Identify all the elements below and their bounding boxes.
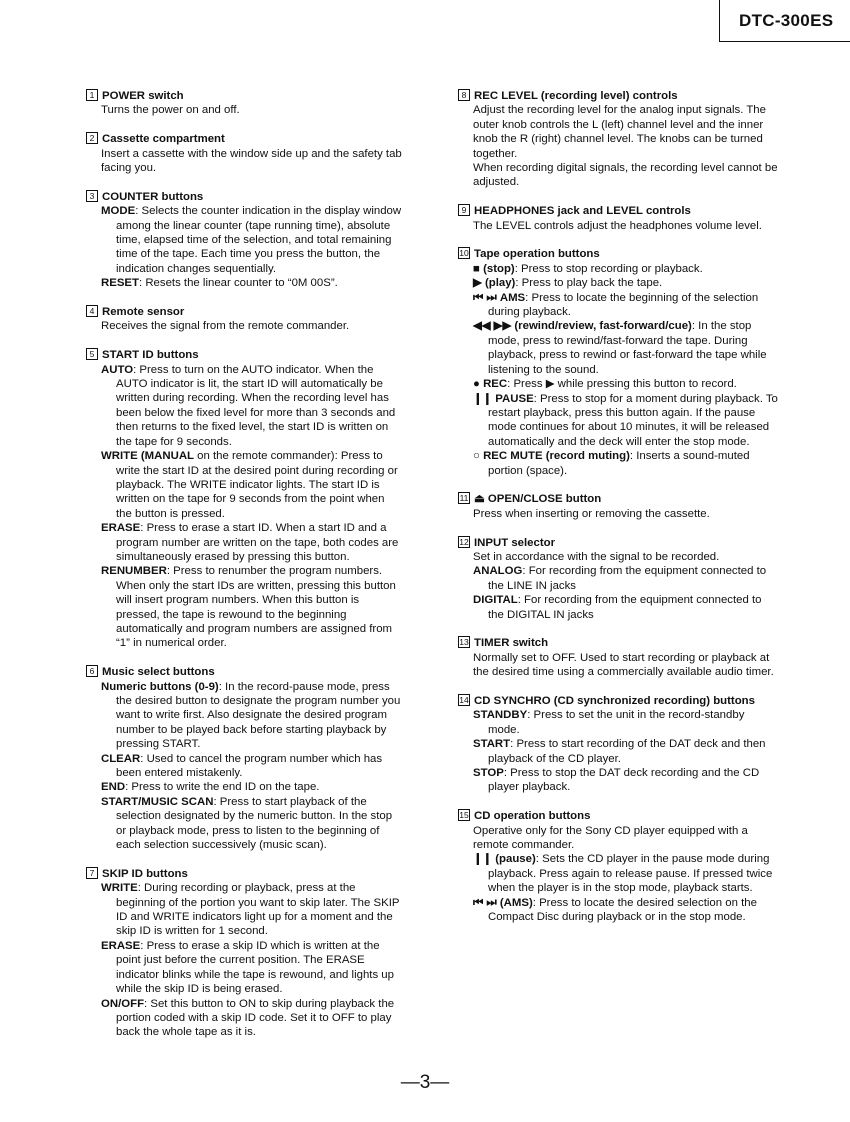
item-number-box: 15 [459,810,469,821]
control-term: REC MUTE (record muting) [483,450,630,463]
section-text: Operative only for the Sony CD player equipped with a remote commander. [473,824,748,852]
control-description: : Press to stop the DAT deck recording and the CD player playback. [488,767,760,794]
control-item [101,997,402,1040]
section-8 [458,89,778,190]
control-item [473,319,778,377]
page-number: —3— [400,1072,450,1093]
section-title: START ID buttons [102,349,199,362]
control-description: : Sets the CD player in the pause mode during playback. Press again to release pause. If pressed twice when the player is in the stop mode, playback starts. [488,853,773,895]
item-number-box: 7 [86,867,98,879]
control-item [101,521,402,564]
control-description: : For recording from the equipment connected to the LINE IN jacks [488,565,767,592]
control-term: (play) [484,277,516,290]
control-description: : Press to stop for a moment during playback. To restart playback, press this button again. If the pause mode continues for about 10 minutes, it will be released automatically and the deck will enter the stop mode. [488,392,778,448]
control-description: : Press ▶ while pressing this button to record. [507,378,737,391]
section-4 [86,305,402,334]
section-title: REC LEVEL (recording level) controls [474,90,678,102]
control-term: AMS [499,291,526,304]
control-term: REC [483,378,508,391]
item-number-box: 13 [459,637,469,648]
control-item [101,363,402,449]
control-item [101,780,402,794]
control-item [473,262,778,276]
item-number-box: 1 [86,89,98,101]
control-item [473,392,778,450]
control-item [101,881,402,939]
section-title: ⏏ OPEN/CLOSE button [474,493,602,506]
control-symbol-icon: ❙❙ [473,392,493,405]
section-title: TIMER switch [474,637,549,650]
control-term: ERASE [101,939,141,952]
control-symbol-icon: ● [473,378,480,391]
control-term: PAUSE [495,392,534,405]
section-title: POWER switch [102,90,184,102]
section-title: Remote sensor [102,306,185,319]
control-term: END [101,781,126,794]
control-item [101,795,402,853]
control-item [473,276,778,290]
control-item [473,593,778,622]
control-symbol-icon: ⏮ ⏭ [473,291,497,304]
control-item [473,708,778,737]
control-description: : Resets the linear counter to “0M 00S”. [138,277,338,290]
control-description: : Inserts a sound-muted portion (space). [488,450,750,477]
control-item [473,896,778,925]
section-11 [458,492,778,521]
section-6 [86,665,402,852]
item-number-box: 12 [459,536,469,547]
control-symbol-icon: ▶ [473,277,482,290]
item-number-box: 8 [458,89,470,101]
section-text: Insert a cassette with the window side up and the safety tab facing you. [101,147,402,175]
control-term: DIGITAL [473,594,518,607]
control-term: START [473,738,511,751]
section-title: Tape operation buttons [474,248,600,261]
left-column [86,89,402,1054]
section-title: CD operation buttons [474,810,591,823]
section-title: SKIP ID buttons [102,867,188,880]
control-description: : Press to renumber the program numbers. When only the start IDs are written, pressing this button will insert program numbers. When this button is pressed, the tape is rewound to the beginning automatically and program numbers are assigned from “1” in numerical order. [116,565,396,650]
control-term: ERASE [101,522,141,535]
control-term: START/MUSIC SCAN [101,795,214,808]
control-description: : For recording from the equipment connected to the DIGITAL IN jacks [488,594,762,621]
control-item [101,680,402,752]
control-term: STANDBY [473,709,528,722]
control-description: : Press to locate the desired selection on the Compact Disc during playback or in the stop mode. [488,896,757,924]
section-text: Set in accordance with the signal to be recorded. [473,550,720,563]
control-item [101,752,402,781]
control-term: WRITE (MANUAL [101,450,195,463]
control-term: (pause) [495,853,536,866]
section-title: COUNTER buttons [102,190,204,203]
control-item [473,564,778,593]
item-number-box: 14 [459,694,469,705]
section-text: Adjust the recording level for the analog input signals. The outer knob controls the L (left) channel level and the inner knob the R (right) channel level. The knobs can be turned together. [473,104,766,160]
control-term: (AMS) [499,896,533,909]
section-title: INPUT selector [474,536,556,549]
section-title: CD SYNCHRO (CD synchronized recording) buttons [474,694,755,707]
control-description: : Press to erase a start ID. When a start ID and a program number are written on the tape, both codes are simultaneously erased by pressing this button. [116,522,399,563]
control-description: : Selects the counter indication in the display window among the linear counter (tape running time), absolute time, elapsed time of the selection, and total remaining time of the tape. Each time you press the button, the indication changes sequentially. [116,205,402,275]
control-term: RENUMBER [101,565,167,578]
control-item [101,449,402,521]
section-text: Press when inserting or removing the cassette. [473,507,710,520]
control-description: : Used to cancel the program number which has been entered mistakenly. [116,752,383,780]
control-item [473,766,778,795]
control-item [473,377,778,391]
section-10 [458,247,778,478]
section-1 [86,89,402,118]
control-description: : Press to set the unit in the record-standby mode. [488,709,745,736]
control-term: (stop) [483,262,515,275]
control-term: MODE [101,205,136,218]
section-heading [86,132,402,146]
section-heading [458,247,778,261]
section-heading [458,694,778,708]
section-7 [86,867,402,1040]
control-description: : Press to play back the tape. [515,277,663,290]
section-title: Cassette compartment [102,133,225,146]
control-description: : Press to start recording of the DAT deck and then playback of the CD player. [488,738,766,765]
control-description: : Press to stop recording or playback. [514,262,703,275]
section-heading [86,89,402,103]
control-item [473,291,778,320]
section-text: The LEVEL controls adjust the headphones volume level. [473,219,762,232]
control-term: ON/OFF [101,997,145,1010]
control-description: on the remote commander): Press to write the start ID at the desired point during recording or playback. The WRITE indicator lights. The start ID is written on the tape for 9 seconds from the point when the button is pressed. [116,450,398,520]
model-number: DTC-300ES [739,11,834,30]
control-description: : In the record-pause mode, press the desired button to designate the program number you want to write first. Also designate the desired program number to be played back before starting playback by pressing START. [116,680,401,751]
control-item [101,204,402,276]
item-number-box: 10 [459,248,469,259]
section-heading [458,492,778,506]
section-title: Music select buttons [102,666,215,679]
section-heading [458,89,778,103]
section-12 [458,536,778,622]
section-heading [458,809,778,823]
section-text: When recording digital signals, the recording level cannot be adjusted. [473,162,778,189]
section-heading [86,305,402,319]
control-description: : Set this button to ON to skip during playback the portion coded with a skip ID code. Set it to OFF to play back the whole tape as it is. [116,997,395,1039]
section-heading [458,204,778,218]
control-description: : Press to erase a skip ID which is written at the point just before the current position. The ERASE indicator blinks while the tape is rewound, and lights up while the skip ID is being erased. [116,939,394,996]
item-number-box: 5 [86,348,98,360]
control-symbol-icon: ○ [473,450,480,463]
control-item [473,449,778,478]
control-term: Numeric buttons (0-9) [101,680,219,693]
control-item [473,852,778,895]
control-symbol-icon: ⏮ ⏭ [473,896,497,909]
item-number-box: 2 [86,132,98,144]
control-term: (rewind/review, fast-forward/cue) [514,320,692,333]
section-2 [86,132,402,175]
section-5 [86,348,402,651]
control-term: RESET [101,277,139,290]
right-column [458,89,778,939]
control-symbol-icon: ❙❙ [473,853,493,866]
section-title: HEADPHONES jack and LEVEL controls [474,205,691,218]
control-description: : Press to start playback of the selection designated by the numeric button. In the stop or playback mode, press to listen to the beginning of each selection successively (music scan). [116,795,393,852]
section-heading [86,190,402,204]
section-13 [458,636,778,679]
section-3 [86,190,402,291]
control-term: WRITE [101,882,138,895]
control-description: : Press to write the end ID on the tape. [125,781,320,794]
section-heading [86,665,402,679]
section-heading [458,636,778,650]
item-number-box: 3 [86,190,98,202]
section-text: Normally set to OFF. Used to start recording or playback at the desired time using a commercially available audio timer. [473,651,774,679]
section-heading [458,536,778,550]
section-heading [86,867,402,881]
control-description: : Press to locate the beginning of the selection during playback. [488,291,759,319]
section-heading [86,348,402,362]
item-number-box: 11 [459,493,469,504]
item-number-box: 9 [458,204,470,216]
control-symbol-icon: ◀◀ ▶▶ [473,320,512,333]
item-number-box: 6 [86,665,98,677]
control-term: STOP [473,767,504,779]
control-term: CLEAR [101,752,141,765]
control-description: : Press to turn on the AUTO indicator. When the AUTO indicator is lit, the start ID will automatically be written during recording. When the recording level has been below the fixed level for more than 3 seconds and then returns to the fixed level, the start ID is written on the tape for 9 seconds. [116,363,396,448]
control-item [473,737,778,766]
section-text: Turns the power on and off. [101,104,240,117]
control-item [101,939,402,997]
control-item [101,564,402,650]
control-description: : In the stop mode, press to rewind/fast-forward the tape. During playback, press to rewind or fast-forward the tape while listening to the sound. [488,320,767,376]
control-term: ANALOG [473,565,523,578]
control-term: AUTO [101,363,134,376]
control-item [101,276,402,290]
control-symbol-icon: ■ [473,262,480,275]
section-text: Receives the signal from the remote commander. [101,320,350,333]
control-description: : During recording or playback, press at the beginning of the portion you want to skip later. The SKIP ID and WRITE indicators light up for a moment and the skip ID is written for 1 second. [116,882,400,938]
section-9 [458,204,778,233]
section-15 [458,809,778,924]
section-14 [458,694,778,795]
item-number-box: 4 [86,305,98,317]
